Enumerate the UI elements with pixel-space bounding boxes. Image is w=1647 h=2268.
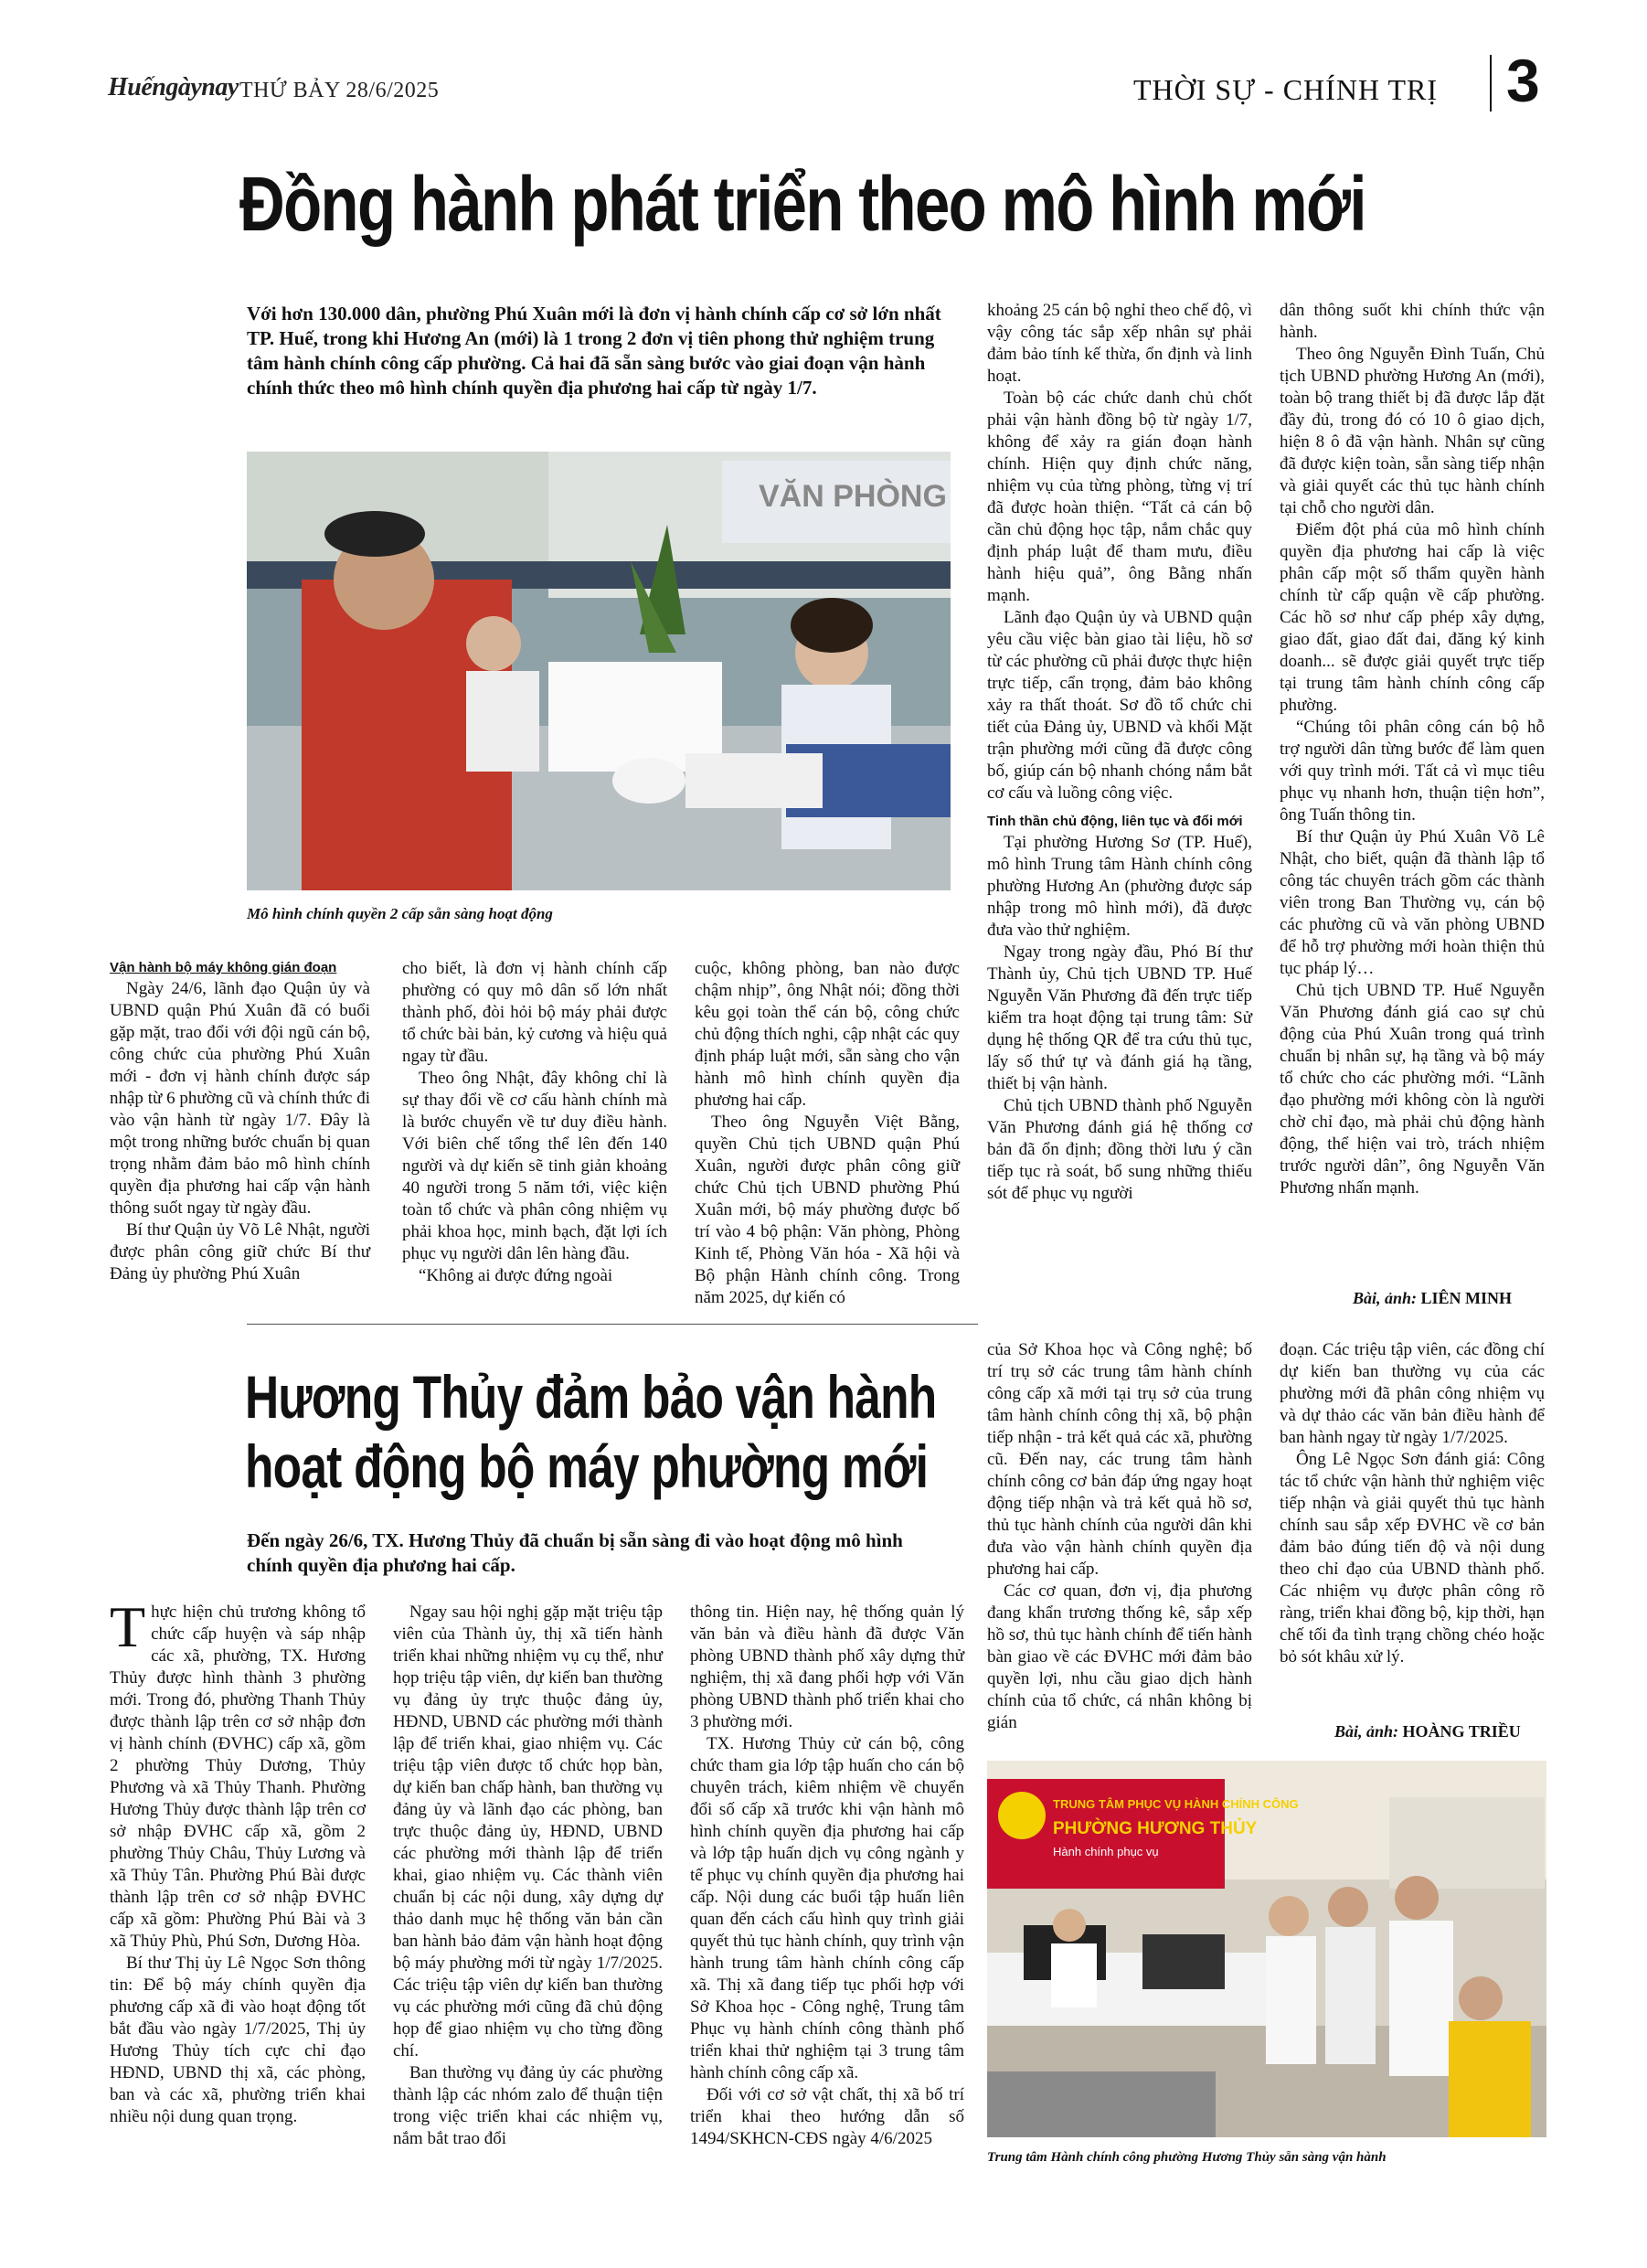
paragraph: Theo ông Nguyễn Việt Bằng, quyền Chủ tịch UBND quận Phú Xuân, người được phân công giữ chức Chủ tịch UBND phường Phú Xuân mới, bộ máy phường được bố trí vào 4 bộ phận: Văn phòng, Phòng Kinh tế, Phòng Văn hóa - Xã hội và Bộ phận Hành chính công. Trong năm 2025, dự kiến có [695, 1113, 960, 1307]
paragraph: Ông Lê Ngọc Sơn đánh giá: Công tác tổ chức vận hành thử nghiệm việc tiếp nhận và giải quyết thủ tục hành chính sau sắp xếp ĐVHC về cơ bản đảm bảo đúng tiến độ và nội dung theo chỉ đạo của UBND thành phố. Các nhiệm vụ được phân công rõ ràng, triển khai đồng bộ, kịp thời, hạn chế tối đa tình trạng chồng chéo hoặc bỏ sót khâu xử lý. [1280, 1450, 1545, 1666]
article1-byline [1353, 1289, 1512, 1308]
paragraph: hực hiện chủ trương không tổ chức cấp huyện và sáp nhập các xã, phường, TX. Hương Thủy được hình thành 3 phường mới. Trong đó, phường Thanh Thủy được thành lập trên cơ sở nhập đơn vị hành chính (ĐVHC) cấp xã, gồm 2 phường Thủy Dương, Thủy Phương và xã Thủy Thanh. Phường Hương Thủy được thành lập trên cơ sở nhập ĐVHC cấp xã, gồm 2 phường Thủy Châu, Thủy Lương và xã Thủy Tân. Phường Phú Bài được thành lập trên cơ sở nhập ĐVHC cấp xã gồm: Phường Phú Bài và 3 xã Thủy Phù, Phú Sơn, Dương Hòa. [110, 1603, 366, 1951]
byline-prefix: Bài, ảnh: [1334, 1722, 1399, 1741]
article-divider [247, 1324, 978, 1325]
paragraph: Chủ tịch UBND TP. Huế Nguyễn Văn Phương đánh giá cao sự chủ động của Phú Xuân trong quá trình chuẩn bị nhân sự, hạ tầng và bộ máy tổ chức cho các phường mới. “Lãnh đạo phường mới không còn là người chờ chỉ đạo, mà phải chủ động hành động, thể hiện vai trò, trách nhiệm trước người dân”, ông Nguyễn Văn Phương nhấn mạnh. [1280, 981, 1545, 1198]
article1-headline: Đồng hành phát triển theo mô hình mới [239, 161, 1365, 247]
paragraph: Điểm đột phá của mô hình chính quyền địa phương hai cấp là việc phân cấp một số thẩm quyền hành chính từ cấp quận về cấp phường. Các hồ sơ như cấp phép xây dựng, giao đất, giao đất đai, đăng ký kinh doanh... sẽ được giải quyết trực tiếp tại trung tâm hành chính công cấp phường. [1280, 520, 1545, 715]
article2-photo [987, 1761, 1546, 2137]
article2-column-2 [393, 1602, 663, 2150]
article1-photo-caption: Mô hình chính quyền 2 cấp sẵn sàng hoạt động [247, 905, 553, 922]
photo-sign-line-2: PHƯỜNG HƯƠNG THỦY [1053, 1819, 1258, 1838]
paragraph: dân thông suốt khi chính thức vận hành. [1280, 301, 1545, 342]
article1-subhead-2: Tinh thần chủ động, liên tục và đổi mới [987, 814, 1243, 829]
paragraph: “Chúng tôi phân công cán bộ hỗ trợ người dân từng bước để làm quen với quy trình mới. Tất cả vì mục tiêu phục vụ nhanh hơn, thuận tiện hơn”, ông Tuấn thông tin. [1280, 718, 1545, 825]
masthead: Huếngàynay [108, 73, 239, 101]
paragraph: Toàn bộ các chức danh chủ chốt phải vận hành đồng bộ từ ngày 1/7, không để xảy ra gián đoạn hành chính. Hiện quy định chức năng, nhiệm vụ của từng phòng, từng vị trí đã được hoàn thiện. “Tất cả cán bộ cần chủ động học tập, nắm chắc quy định pháp luật để tham mưu, điều hành hiệu quả”, ông Bằng nhấn mạnh. [987, 389, 1252, 605]
paragraph: Bí thư Quận ủy Võ Lê Nhật, người được phân công giữ chức Bí thư Đảng ủy phường Phú Xuân [110, 1220, 370, 1283]
article1-column-5 [1280, 300, 1545, 1199]
article1-column-2 [402, 958, 667, 1287]
paragraph: Ngay trong ngày đầu, Phó Bí thư Thành ủy, Chủ tịch UBND TP. Huế Nguyễn Văn Phương đã đến trực tiếp kiểm tra hoạt động tại trung tâm: Sử dụng hệ thống QR để tra cứu thủ tục, lấy số thứ tự và đánh giá hạ tầng, thiết bị vận hành. [987, 942, 1252, 1093]
paragraph: Ngay sau hội nghị gặp mặt triệu tập viên của Thành ủy, thị xã tiến hành triển khai những nhiệm vụ cụ thể, như họp triệu tập viên, dự kiến ban thường vụ đảng ủy trực thuộc đảng ủy, HĐND, UBND các phường mới thành lập để triển khai, giao nhiệm vụ. Các triệu tập viên được tổ chức họp bàn, dự kiến ban chấp hành, ban thường vụ đảng ủy và lãnh đạo các phòng, ban trực thuộc đảng ủy, HĐND, UBND các phường mới thành lập để triển khai, giao nhiệm vụ. Các thành viên chuẩn bị các nội dung, xây dựng dự thảo danh mục hệ thống văn bản cần ban hành bảo đảm vận hành hoạt động bộ máy phường mới từ ngày 1/7/2025. Các triệu tập viên dự kiến ban thường vụ các phường mới cũng đã chủ động họp để giao nhiệm vụ cho từng đồng chí. [393, 1603, 663, 2060]
paragraph: Tại phường Hương Sơ (TP. Huế), mô hình Trung tâm Hành chính công phường Hương An (phường được sáp nhập trong mô hình mới), đã được đưa vào thử nghiệm. [987, 833, 1252, 940]
article2-photo-caption: Trung tâm Hành chính công phường Hương Thủy sẵn sàng vận hành [987, 2150, 1387, 2165]
paragraph: khoảng 25 cán bộ nghỉ theo chế độ, vì vậy công tác sắp xếp nhân sự phải đảm bảo tính kế thừa, ổn định và linh hoạt. [987, 301, 1252, 386]
photo-sign-text: VĂN PHÒNG [759, 479, 947, 514]
article2-sapo: Đến ngày 26/6, TX. Hương Thủy đã chuẩn bị sẵn sàng đi vào hoạt động mô hình chính quyền địa phương hai cấp. [247, 1529, 903, 1576]
header-divider [1490, 55, 1492, 112]
article1-column-3 [695, 958, 960, 1309]
paragraph: Ban thường vụ đảng ủy các phường thành lập các nhóm zalo để thuận tiện trong việc triển khai các nhiệm vụ, nắm bắt trao đổi [393, 2063, 663, 2148]
paragraph: đoạn. Các triệu tập viên, các đồng chí dự kiến ban thường vụ của các phường mới đã phân công nhiệm vụ và dự thảo các văn bản điều hành để ban hành ngay từ ngày 1/7/2025. [1280, 1340, 1545, 1447]
paragraph: Chủ tịch UBND thành phố Nguyễn Văn Phương đánh giá hệ thống cơ bản đã ổn định; đồng thời lưu ý cần tiếp tục rà soát, bổ sung những thiếu sót để phục vụ người [987, 1096, 1252, 1203]
paragraph: cuộc, không phòng, ban nào được chậm nhịp”, ông Nhật nói; đồng thời kêu gọi toàn thể cán bộ, công chức chủ động thích nghi, cập nhật các quy định pháp luật mới, sẵn sàng cho vận hành mô hình chính quyền địa phương hai cấp. [695, 959, 960, 1110]
article2-column-3 [690, 1602, 964, 2150]
page-number: 3 [1506, 47, 1540, 114]
byline-prefix: Bài, ảnh: [1353, 1289, 1418, 1307]
photo-sign-line-1: TRUNG TÂM PHỤC VỤ HÀNH CHÍNH CÔNG [1053, 1797, 1299, 1811]
article1-sapo: Với hơn 130.000 dân, phường Phú Xuân mới là đơn vị hành chính cấp cơ sở lớn nhất TP. Huế, trong khi Hương An (mới) là 1 trong 2 đơn vị tiên phong thử nghiệm trung tâm hành chính công cấp phường. Cả hai đã sẵn sàng bước vào giai đoạn vận hành chính thức theo mô hình chính quyền địa phương hai cấp từ ngày 1/7. [247, 303, 941, 399]
article2-byline [1334, 1722, 1521, 1741]
paragraph: Đối với cơ sở vật chất, thị xã bố trí triển khai theo hướng dẫn số 1494/SKHCN-CĐS ngày 4/6/2025 [690, 2085, 964, 2148]
article2-column-4 [987, 1339, 1252, 1734]
paragraph: Theo ông Nhật, đây không chỉ là sự thay đổi về cơ cấu hành chính mà là bước chuyển về tư duy điều hành. Với biên chế tổng thể lên đến 140 người và dự kiến sẽ tinh giản khoảng 40 người trong 5 năm tới, việc kiện toàn tổ chức và phân công nhiệm vụ phải khoa học, minh bạch, đặt lợi ích phục vụ người dân lên hàng đầu. [402, 1069, 667, 1263]
paragraph: cho biết, là đơn vị hành chính cấp phường có quy mô dân số lớn nhất thành phố, đòi hỏi bộ máy phải được tổ chức bài bản, kỷ cương và hiệu quả ngay từ đầu. [402, 959, 667, 1066]
article1-subhead-1: Vận hành bộ máy không gián đoạn [110, 960, 337, 975]
paragraph: Theo ông Nguyễn Đình Tuấn, Chủ tịch UBND phường Hương An (mới), toàn bộ trang thiết bị đã được lắp đặt đầy đủ, trong đó có 10 ô giao dịch, hiện 8 ô đã vận hành. Nhân sự cũng đã được kiện toàn, sẵn sàng tiếp nhận và giải quyết các thủ tục hành chính tại chỗ cho người dân. [1280, 345, 1545, 517]
paragraph: của Sở Khoa học và Công nghệ; bố trí trụ sở các trung tâm hành chính công cấp xã mới tại trụ sở của trung tâm hành chính công thị xã, bộ phận tiếp nhận - trả kết quả các xã, phường cũ. Đến nay, các trung tâm hành chính công cơ bản đáp ứng ngay hoạt động tiếp nhận và trả kết quả hồ sơ, thủ tục hành chính của người dân khi đưa vào vận hành chính quyền địa phương hai cấp. [987, 1340, 1252, 1579]
section-title: THỜI SỰ - CHÍNH TRỊ [1133, 73, 1438, 106]
article1-column-4 [987, 300, 1252, 1205]
paragraph: Bí thư Thị ủy Lê Ngọc Sơn thông tin: Để bộ máy chính quyền địa phương cấp xã đi vào hoạt động tốt bắt đầu vào ngày 1/7/2025, Thị ủy Hương Thủy tích cực chỉ đạo HĐND, UBND thị xã, các phòng, ban và các xã, phường triển khai nhiều nội dung quan trọng. [110, 1954, 366, 2126]
article2-headline-line-1: Hương Thủy đảm bảo vận hành [245, 1363, 937, 1431]
issue-date: THỨ BẢY 28/6/2025 [239, 79, 440, 102]
paragraph: Ngày 24/6, lãnh đạo Quận ủy và UBND quận Phú Xuân đã có buổi gặp mặt, trao đổi với đội ngũ cán bộ, công chức của phường Phú Xuân mới - đơn vị hành chính được sáp nhập từ 6 phường cũ và chính thức đi vào vận hành từ ngày 1/7. Đây là một trong những bước chuẩn bị quan trọng nhằm đảm bảo mô hình chính quyền địa phương hai cấp vận hành thông suốt ngay từ ngày đầu. [110, 979, 370, 1218]
dropcap: T [110, 1594, 146, 1659]
article2-column-1 [110, 1594, 366, 2128]
article2-headline [245, 1362, 936, 1501]
paragraph: Bí thư Quận ủy Phú Xuân Võ Lê Nhật, cho biết, quận đã thành lập tổ công tác chuyên trách gồm các thành viên trong Ban Thường vụ, cán bộ các phường cũ và văn phòng UBND để hỗ trợ phường mới hoàn thiện thủ tục pháp lý… [1280, 827, 1545, 978]
article1-photo [247, 452, 951, 890]
paragraph: TX. Hương Thủy cử cán bộ, công chức tham gia lớp tập huấn cho cán bộ chuyên trách, kiêm nhiệm về chuyển đổi số cấp xã trước khi vận hành mô hình chính quyền địa phương hai cấp và lớp tập huấn dịch vụ công ngành y tế phục vụ chính quyền địa phương hai cấp. Nội dung các buổi tập huấn liên quan đến cách cấu hình quy trình giải quyết thủ tục hành chính, quy trình vận hành trung tâm hành chính công cấp xã. Thị xã đang tiếp tục phối hợp với Sở Khoa học - Công nghệ, Trung tâm Phục vụ hành chính công thành phố triển khai thử nghiệm tại 3 trung tâm hành chính công cấp xã. [690, 1734, 964, 2082]
paragraph: Các cơ quan, đơn vị, địa phương đang khẩn trương thống kê, sắp xếp hồ sơ, thủ tục hành chính để tiến hành bàn giao về các ĐVHC mới đảm bảo quyền lợi, nhu cầu giao dịch hành chính của tổ chức, cá nhân không bị gián [987, 1581, 1252, 1732]
paragraph: Lãnh đạo Quận ủy và UBND quận yêu cầu việc bàn giao tài liệu, hồ sơ từ các phường cũ phải được thực hiện trực tiếp, cẩn trọng, đảm bảo không xảy ra thất thoát. Sơ đồ tổ chức chi tiết của Đảng ủy, UBND và khối Mặt trận phường mới cũng đã được công bố, giúp cán bộ nhanh chóng nắm bắt cơ cấu và luồng công việc. [987, 608, 1252, 803]
paragraph: “Không ai được đứng ngoài [419, 1266, 613, 1285]
paragraph: thông tin. Hiện nay, hệ thống quản lý văn bản và điều hành đã được Văn phòng UBND thành phố xây dựng thử nghiệm, thị xã đang phối hợp với Văn phòng UBND thành phố triển khai cho 3 phường mới. [690, 1603, 964, 1731]
article1-column-1 [110, 958, 370, 1285]
photo-sign-line-3: Hành chính phục vụ [1053, 1845, 1159, 1858]
article2-headline-line-2: hoạt động bộ máy phường mới [245, 1432, 929, 1500]
byline-author: HOÀNG TRIỀU [1402, 1722, 1521, 1741]
byline-author: LIÊN MINH [1420, 1289, 1513, 1307]
article2-column-5 [1280, 1339, 1545, 1668]
